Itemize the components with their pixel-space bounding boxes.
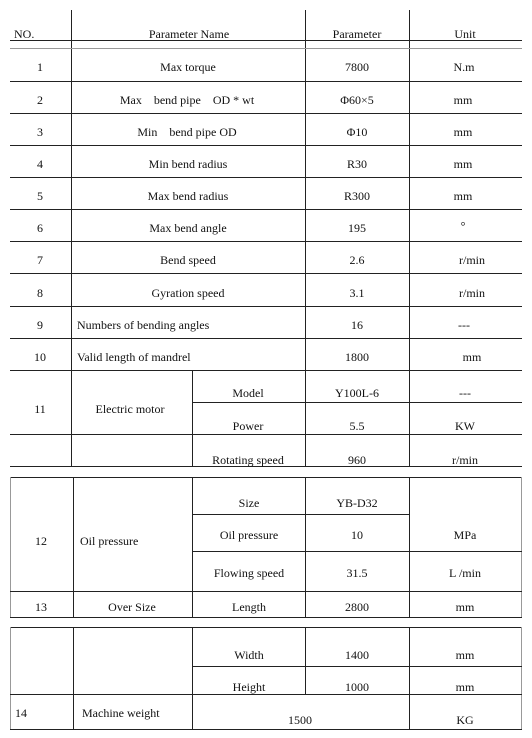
row-name: Max bend pipe OD * wt: [119, 93, 255, 107]
row-value: 16: [351, 318, 363, 332]
row-rule: [10, 241, 522, 242]
sub-value: YB-D32: [336, 496, 378, 510]
row-value: 3.1: [349, 286, 365, 300]
row-rule: [10, 145, 522, 146]
row-no: 4: [37, 157, 43, 171]
row-no: 2: [37, 93, 43, 107]
row-rule: [10, 113, 522, 114]
row-value: Φ10: [346, 125, 368, 139]
row-no: 3: [37, 125, 43, 139]
sub-label: Power: [232, 419, 264, 433]
row-unit: mm: [453, 93, 473, 107]
table-vline: [521, 627, 522, 729]
row-name: Machine weight: [82, 706, 160, 720]
header-parameter-name: Parameter Name: [148, 27, 230, 41]
row-name: Electric motor: [95, 402, 165, 416]
sub-unit: L /min: [449, 566, 481, 580]
row-no: 7: [37, 253, 43, 267]
row-name: Max bend radius: [147, 189, 229, 203]
row-rule: [10, 694, 522, 695]
table-vline: [10, 627, 11, 729]
row-no: 6: [37, 221, 43, 235]
row-unit: N.m: [453, 60, 475, 74]
sub-unit: MPa: [453, 528, 477, 542]
table-vline: [73, 627, 74, 729]
row-rule: [10, 370, 522, 371]
sub-label: Width: [234, 648, 264, 662]
row-value: R300: [343, 189, 371, 203]
sub-label: Flowing speed: [213, 566, 285, 580]
table-vline: [409, 477, 410, 617]
row-rule: [10, 477, 522, 478]
table-vline: [409, 10, 410, 466]
row-rule: [10, 273, 522, 274]
row-rule: [192, 666, 522, 667]
row-rule: [10, 306, 522, 307]
row-no: 14: [15, 706, 27, 720]
row-no: 10: [34, 350, 46, 364]
row-name: Bend speed: [160, 253, 216, 267]
row-value: Φ60×5: [340, 93, 374, 107]
header-unit: Unit: [454, 27, 476, 41]
row-unit: mm: [453, 189, 473, 203]
header-rule: [10, 40, 522, 41]
sub-label: Height: [232, 680, 266, 694]
row-rule: [192, 402, 522, 403]
row-no: 11: [34, 402, 46, 416]
table-vline: [192, 477, 193, 617]
row-no: 9: [37, 318, 43, 332]
sub-label: Rotating speed: [212, 453, 284, 467]
row-unit: °: [460, 219, 466, 233]
row-no: 12: [35, 534, 47, 548]
page-break: [0, 467, 532, 477]
page-break: [0, 618, 532, 627]
sub-value: 31.5: [346, 566, 368, 580]
row-rule: [10, 209, 522, 210]
row-value: 2.6: [349, 253, 365, 267]
sub-value: Y100L-6: [335, 386, 379, 400]
row-unit: mm: [453, 157, 473, 171]
sub-unit: ---: [459, 386, 471, 400]
row-rule: [10, 177, 522, 178]
row-name: Max bend angle: [149, 221, 227, 235]
row-unit: mm: [462, 350, 482, 364]
row-rule: [10, 48, 522, 49]
row-name: Numbers of bending angles: [77, 318, 210, 332]
row-rule: [10, 81, 522, 82]
sub-value: 10: [351, 528, 363, 542]
sub-value: 5.5: [349, 419, 365, 433]
row-rule: [10, 627, 522, 628]
row-name: Over Size: [108, 600, 156, 614]
row-value: 7800: [345, 60, 369, 74]
row-value: 195: [348, 221, 366, 235]
sub-label: Model: [232, 386, 264, 400]
row-name: Min bend pipe OD: [137, 125, 237, 139]
row-name: Valid length of mandrel: [77, 350, 191, 364]
sub-value: 1400: [345, 648, 369, 662]
table-vline: [192, 370, 193, 466]
header-no: NO.: [14, 27, 35, 41]
row-rule: [10, 591, 522, 592]
table-vline: [192, 627, 193, 729]
sub-value: 2800: [345, 600, 369, 614]
row-name: Gyration speed: [151, 286, 225, 300]
row-unit: r/min: [459, 253, 485, 267]
table-vline: [521, 477, 522, 617]
row-name: Max torque: [160, 60, 216, 74]
sub-label: Oil pressure: [219, 528, 279, 542]
row-rule: [192, 551, 522, 552]
sub-unit: mm: [455, 680, 475, 694]
table-vline: [10, 477, 11, 617]
sub-unit: mm: [455, 600, 475, 614]
sub-label: Size: [238, 496, 260, 510]
table-vline: [305, 10, 306, 466]
row-rule: [10, 338, 522, 339]
sub-value: 1000: [345, 680, 369, 694]
row-no: 1: [37, 60, 43, 74]
sub-value: 960: [348, 453, 366, 467]
row-name: Oil pressure: [80, 534, 139, 548]
row-unit: KG: [456, 713, 474, 727]
row-name: Min bend radius: [148, 157, 228, 171]
row-no: 13: [35, 600, 47, 614]
row-rule: [192, 514, 409, 515]
sub-unit: KW: [455, 419, 475, 433]
row-rule: [10, 434, 522, 435]
table-vline: [409, 627, 410, 729]
sub-unit: r/min: [452, 453, 478, 467]
row-value: 1500: [288, 713, 312, 727]
row-unit: r/min: [459, 286, 485, 300]
row-unit: mm: [453, 125, 473, 139]
table-vline: [71, 10, 72, 466]
sub-label: Length: [232, 600, 266, 614]
row-rule: [10, 729, 522, 730]
table-vline: [305, 627, 306, 694]
row-no: 5: [37, 189, 43, 203]
header-parameter: Parameter: [332, 27, 382, 41]
row-unit: ---: [458, 318, 470, 332]
table-vline: [73, 477, 74, 617]
table-vline: [305, 477, 306, 617]
row-value: 1800: [345, 350, 369, 364]
row-value: R30: [346, 157, 368, 171]
sub-unit: mm: [455, 648, 475, 662]
row-no: 8: [37, 286, 43, 300]
